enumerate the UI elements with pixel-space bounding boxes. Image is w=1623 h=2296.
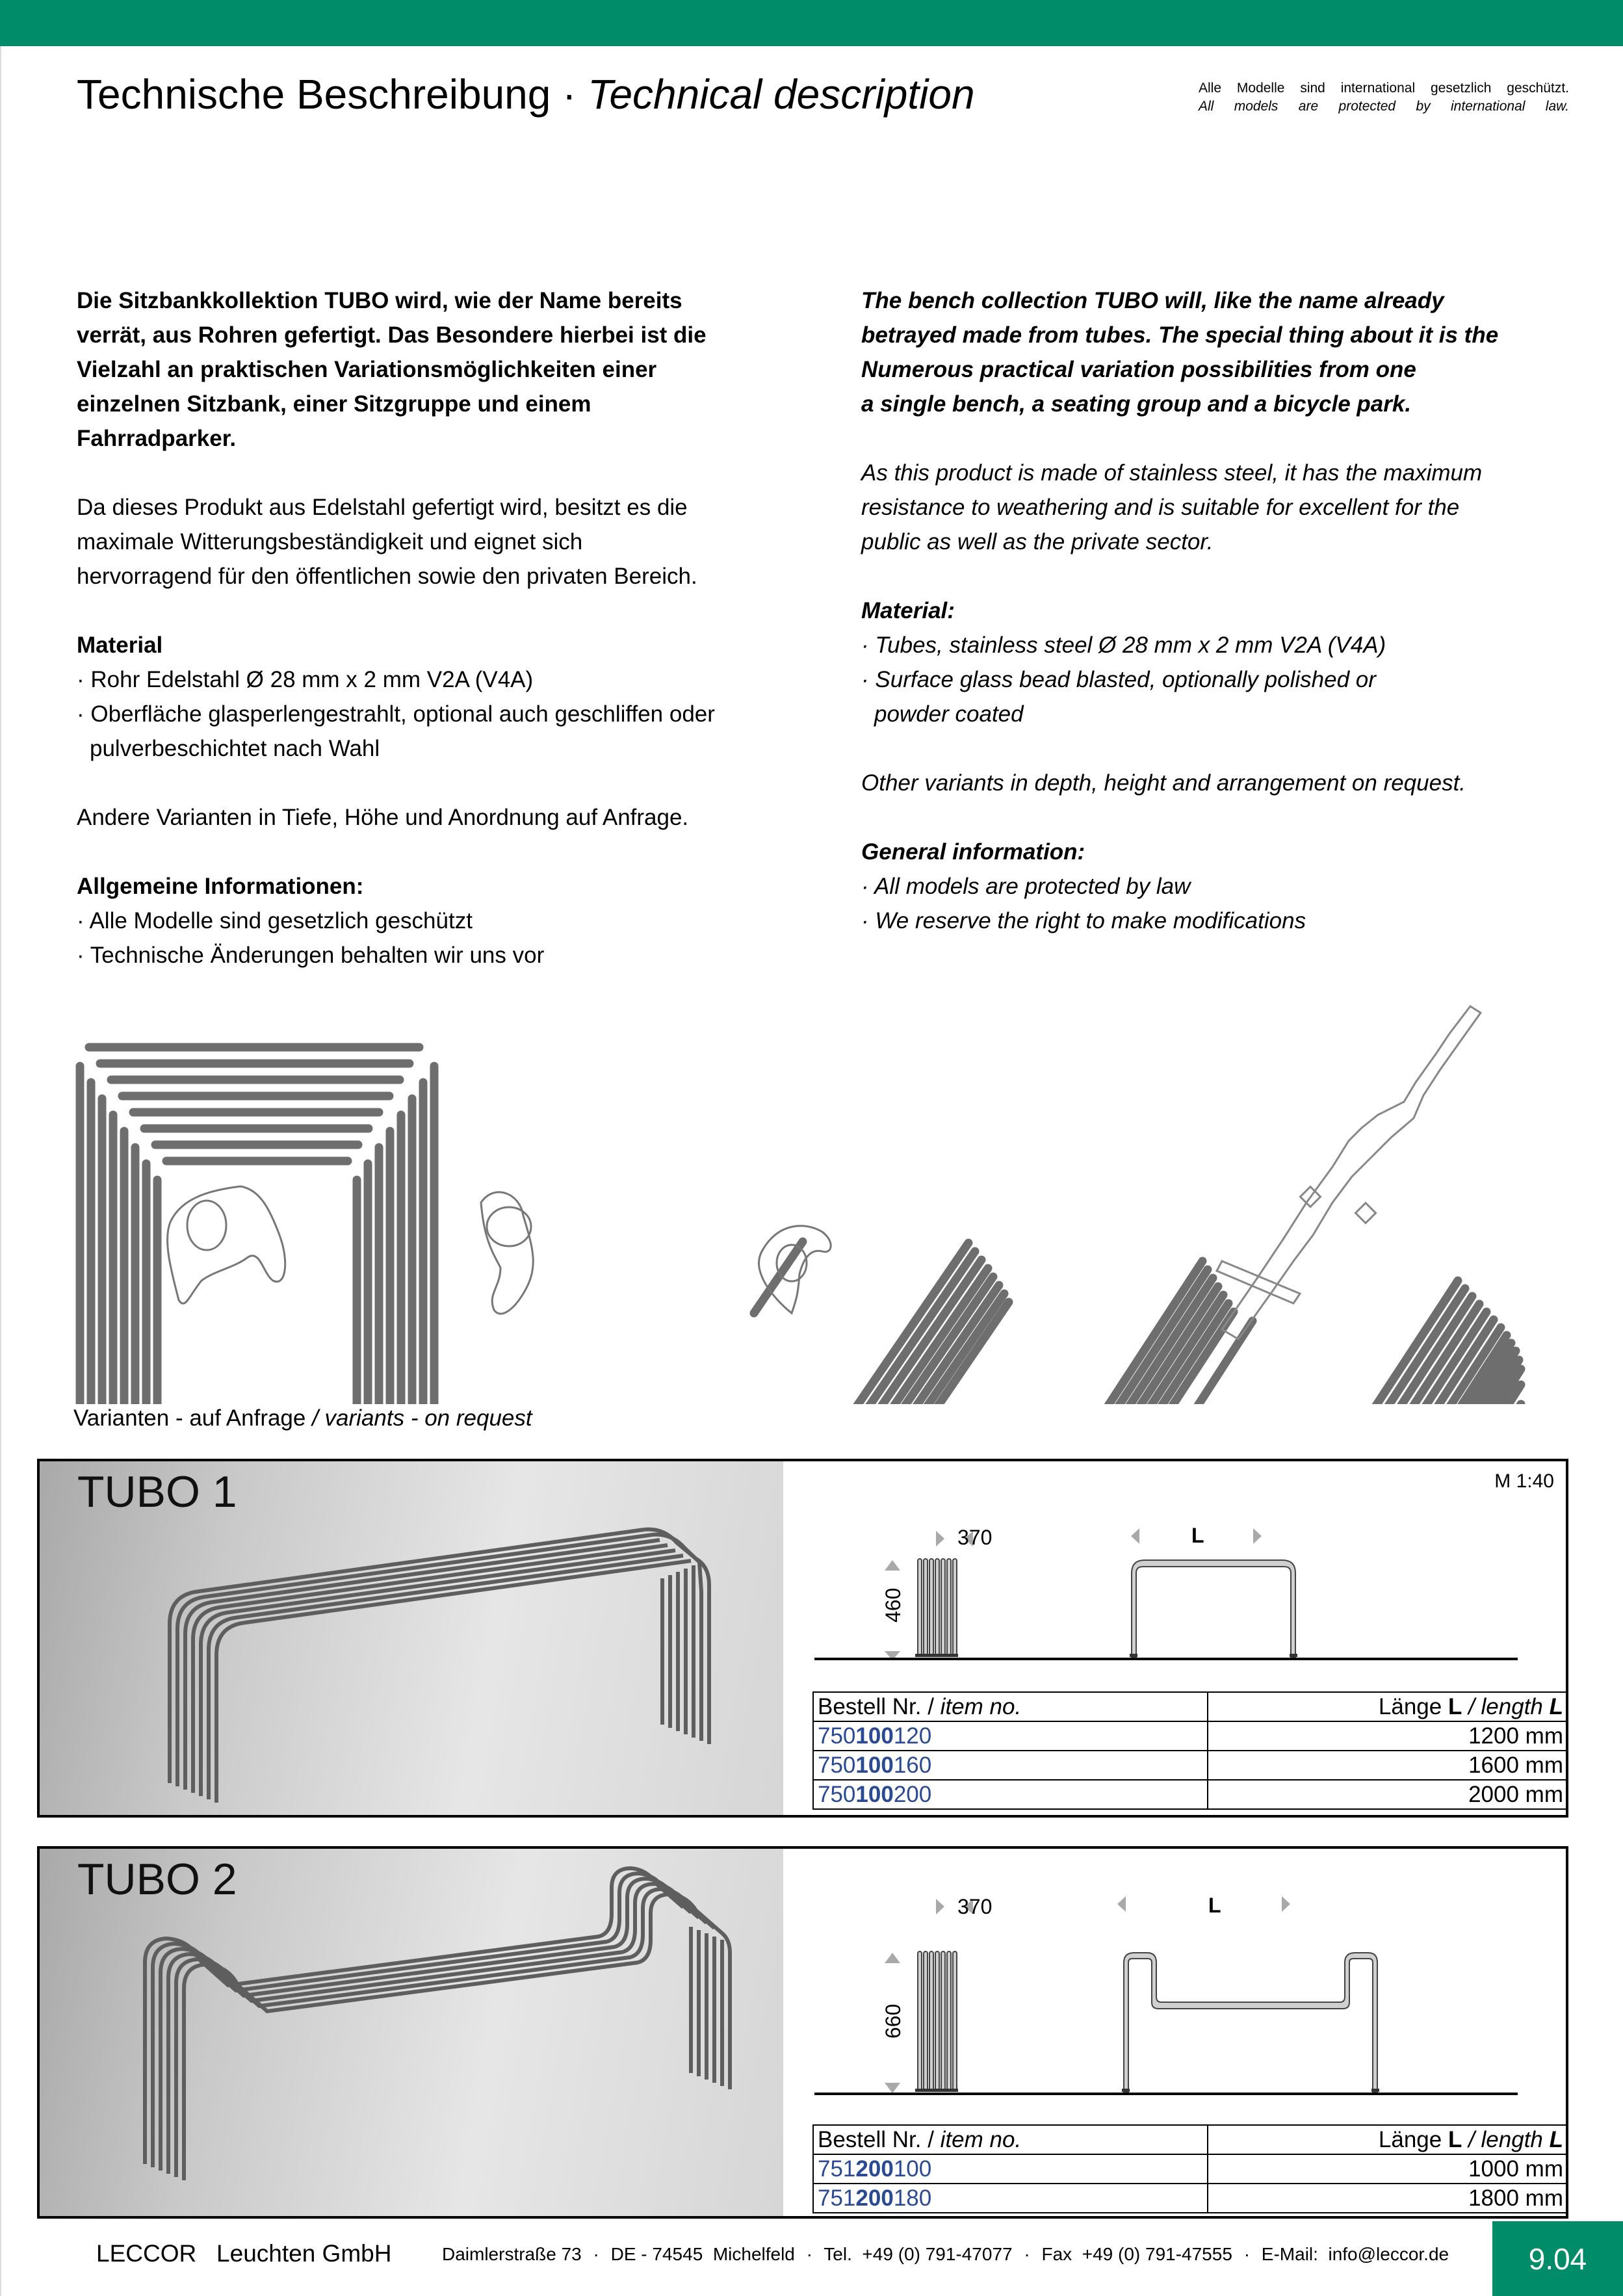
- material-item: · Tubes, stainless steel Ø 28 mm x 2 mm V2A (V4A): [861, 633, 1386, 658]
- depth-dim: 370: [957, 1895, 993, 1918]
- page-title: [77, 70, 975, 118]
- email-link[interactable]: E-Mail: info@leccor.de: [1261, 2244, 1449, 2264]
- item-number: 751200180: [813, 2184, 1208, 2213]
- description-en: [861, 283, 1498, 938]
- general-heading-de: Allgemeine Informationen:: [77, 874, 364, 899]
- th-len-l: L: [1549, 1694, 1563, 1719]
- th-len-de: Länge: [1378, 1694, 1448, 1719]
- item-length: 1000 mm: [1208, 2154, 1568, 2184]
- material-item: pulverbeschichtet nach Wahl: [90, 736, 380, 761]
- item-length: 2000 mm: [1208, 1780, 1568, 1809]
- product-tubo-1: [37, 1459, 1568, 1818]
- general-item: · All models are protected by law: [861, 874, 1191, 899]
- person-top-view-icon: [168, 1186, 285, 1303]
- th-len-l: L: [1448, 2127, 1462, 2152]
- product-name: TUBO 2: [77, 1855, 237, 1904]
- legal-en: All models are protected by international law.: [1199, 99, 1569, 114]
- material-heading-de: Material: [77, 633, 163, 658]
- item-table-tubo-1: [812, 1691, 1568, 1810]
- product-photo: [40, 1461, 783, 1815]
- header-bar: [0, 0, 1623, 46]
- item-length: 1200 mm: [1208, 1721, 1568, 1751]
- dim-arrow-up-icon: [885, 1953, 900, 1963]
- th-len-l: L: [1549, 2127, 1563, 2152]
- page-number-badge: 9.04: [1492, 2221, 1623, 2296]
- intro-line: einzelnen Sitzbank, einer Sitzgruppe und einem: [77, 391, 591, 417]
- th-len-de: Länge: [1378, 2127, 1448, 2152]
- height-dim: 660: [881, 2003, 905, 2039]
- item-length: 1800 mm: [1208, 2184, 1568, 2213]
- item-number: 751200100: [813, 2154, 1208, 2184]
- intro-line: Numerous practical variation possibilities from one: [861, 357, 1416, 382]
- separator: ·: [1024, 2244, 1030, 2264]
- bench-tubes-diagonal-3: [1328, 1281, 1521, 1404]
- dim-arrow-down-icon: [885, 2083, 900, 2093]
- steel-line: Da dieses Produkt aus Edelstahl gefertigt wird, besitzt es die: [77, 495, 688, 520]
- steel-line: hervorragend für den öffentlichen sowie den privaten Bereich.: [77, 564, 697, 589]
- dim-arrow-right-icon: [936, 1899, 944, 1914]
- table-row: [813, 2184, 1568, 2213]
- steel-line: public as well as the private sector.: [861, 529, 1214, 554]
- intro-line: betrayed made from tubes. The special thing about it is the: [861, 322, 1499, 348]
- intro-line: Die Sitzbankkollektion TUBO wird, wie der Name bereits: [77, 288, 682, 313]
- layout-variants-illustration: [0, 871, 1623, 1404]
- intro-en: [861, 283, 1498, 421]
- table-header-row: [813, 2125, 1568, 2154]
- separator: ·: [593, 2244, 599, 2264]
- dim-arrow-up-icon: [885, 1560, 900, 1571]
- th-len-en: / length: [1462, 1694, 1550, 1719]
- legal-notice: [1199, 79, 1569, 116]
- general-heading-en: General information:: [861, 839, 1085, 865]
- table-row: [813, 1751, 1568, 1780]
- bench-tubes-diagonal-1: [754, 1242, 1009, 1404]
- intro-line: The bench collection TUBO will, like the name already: [861, 288, 1444, 313]
- product-tubo-2: [37, 1846, 1568, 2219]
- th-item-en: item no.: [940, 2127, 1022, 2152]
- length-dim: L: [1208, 1894, 1221, 1917]
- title-en: Technical description: [588, 71, 975, 118]
- caption-de: Varianten - auf Anfrage: [73, 1405, 313, 1431]
- dim-arrow-right-icon: [1282, 1896, 1290, 1912]
- title-de: Technische Beschreibung ·: [77, 71, 588, 118]
- item-number: 750100120: [813, 1721, 1208, 1751]
- legal-de: Alle Modelle sind international gesetzlich geschützt.: [1199, 81, 1569, 96]
- dim-arrow-right-icon: [936, 1531, 944, 1546]
- person-top-view-icon: [759, 1226, 831, 1313]
- variants-caption: [73, 1405, 532, 1431]
- depth-dim: 370: [957, 1526, 993, 1549]
- dim-arrow-right-icon: [1253, 1528, 1262, 1544]
- bench-tubes-diagonal-2: [1030, 1261, 1253, 1404]
- th-item-de: Bestell Nr. /: [818, 2127, 941, 2152]
- bicycle-top-view-icon: [1217, 1006, 1481, 1339]
- intro-line: a single bench, a seating group and a bicycle park.: [861, 391, 1412, 417]
- item-number: 750100160: [813, 1751, 1208, 1780]
- material-item: powder coated: [874, 701, 1024, 727]
- steel-line: maximale Witterungsbeständigkeit und eignet sich: [77, 529, 583, 554]
- city: DE - 74545 Michelfeld: [610, 2244, 795, 2264]
- item-length: 1600 mm: [1208, 1751, 1568, 1780]
- variants-en: Other variants in depth, height and arrangement on request.: [861, 770, 1466, 796]
- person-top-view-icon: [481, 1192, 533, 1314]
- caption-en: / variants - on request: [312, 1405, 532, 1431]
- length-dim: L: [1191, 1524, 1204, 1547]
- material-item: · Surface glass bead blasted, optionally polished or: [861, 667, 1376, 692]
- separator: ·: [1243, 2244, 1251, 2264]
- height-dim: 460: [881, 1587, 905, 1623]
- th-len-en: / length: [1462, 2127, 1550, 2152]
- intro-line: Fahrradparker.: [77, 426, 237, 451]
- separator: ·: [806, 2244, 812, 2264]
- th-len-l: L: [1448, 1694, 1462, 1719]
- general-item: · Technische Änderungen behalten wir uns vor: [77, 943, 545, 968]
- bench-render-tubo-2: [40, 1849, 783, 2219]
- item-table-tubo-2: [812, 2124, 1568, 2213]
- th-item-de: Bestell Nr. /: [818, 1694, 941, 1719]
- dim-arrow-left-icon: [1117, 1896, 1126, 1912]
- intro-line: verrät, aus Rohren gefertigt. Das Besondere hierbei ist die: [77, 322, 707, 348]
- phone: Tel. +49 (0) 791-47077: [824, 2244, 1013, 2264]
- item-number: 750100200: [813, 1780, 1208, 1809]
- scale-label: M 1:40: [1494, 1470, 1554, 1492]
- th-item-en: item no.: [940, 1694, 1022, 1719]
- variants-de: Andere Varianten in Tiefe, Höhe und Anordnung auf Anfrage.: [77, 805, 689, 830]
- material-heading-en: Material:: [861, 598, 955, 623]
- fax: Fax +49 (0) 791-47555: [1041, 2244, 1232, 2264]
- steel-line: resistance to weathering and is suitable for excellent for the: [861, 495, 1460, 520]
- general-item: · Alle Modelle sind gesetzlich geschützt: [77, 908, 473, 933]
- steel-line: As this product is made of stainless steel, it has the maximum: [861, 460, 1483, 486]
- table-row: [813, 1780, 1568, 1809]
- table-row: [813, 1721, 1568, 1751]
- description-de: [77, 283, 715, 972]
- bench-render-tubo-1: [40, 1461, 783, 1818]
- material-item: · Oberfläche glasperlengestrahlt, optional auch geschliffen oder: [77, 701, 715, 727]
- table-row: [813, 2154, 1568, 2184]
- material-item: · Rohr Edelstahl Ø 28 mm x 2 mm V2A (V4A): [77, 667, 534, 692]
- address: Daimlerstraße 73: [442, 2244, 582, 2264]
- dim-arrow-left-icon: [1131, 1528, 1139, 1544]
- product-photo: [40, 1849, 783, 2216]
- intro-line: Vielzahl an praktischen Variationsmöglichkeiten einer: [77, 357, 657, 382]
- general-item: · We reserve the right to make modifications: [861, 908, 1306, 933]
- table-header-row: [813, 1692, 1568, 1721]
- footer-contact: [442, 2244, 1455, 2265]
- company-name: LECCOR Leuchten GmbH: [96, 2240, 392, 2267]
- intro-de: [77, 283, 715, 456]
- product-name: TUBO 1: [77, 1467, 237, 1517]
